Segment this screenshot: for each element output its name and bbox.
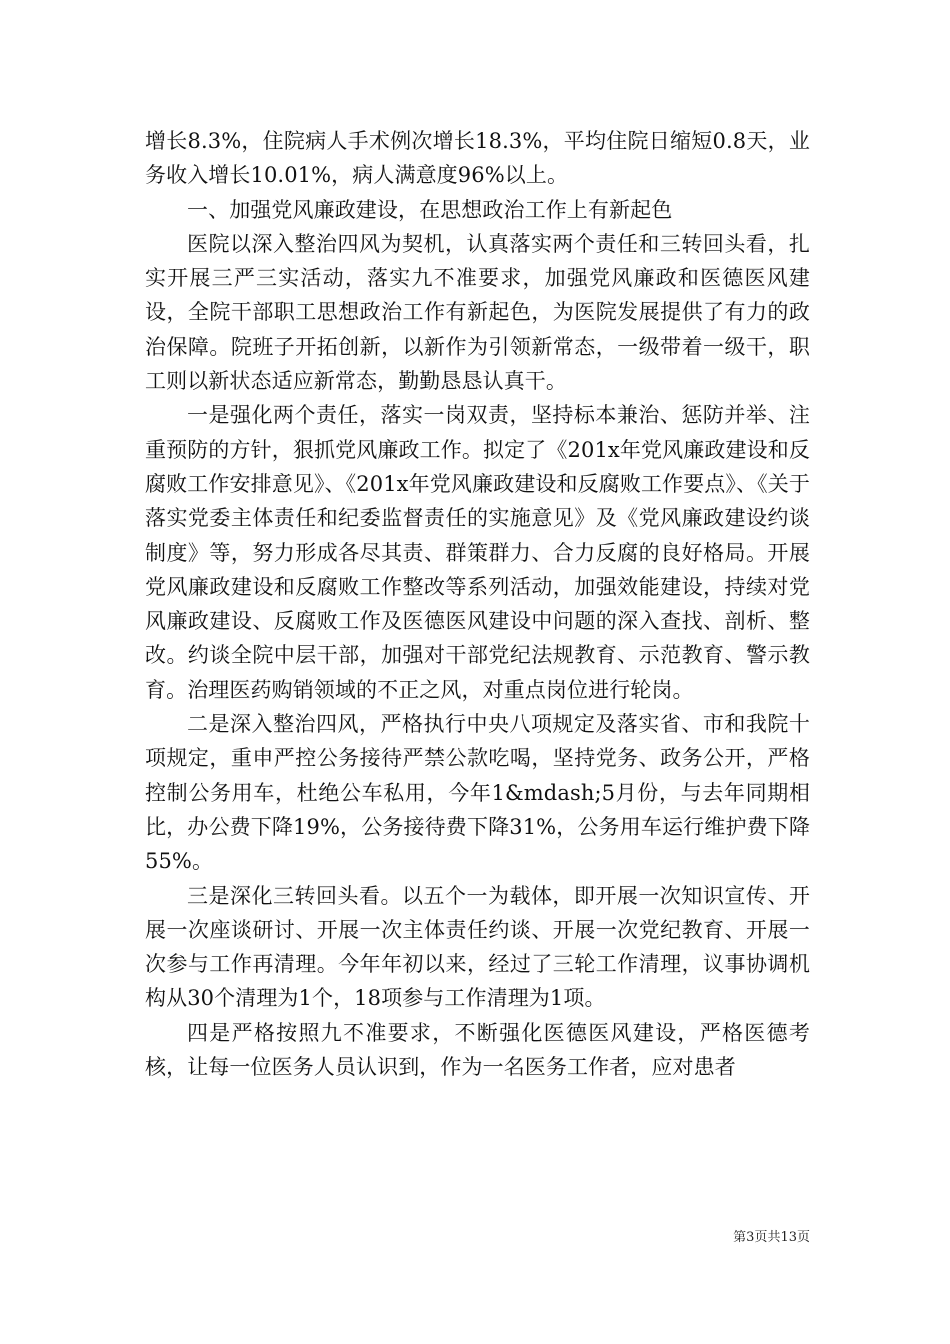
section-heading: 一、加强党风廉政建设，在思想政治工作上有新起色 — [187, 197, 673, 222]
paragraph-intro: 医院以深入整治四风为契机，认真落实两个责任和三转回头看，扎实开展三严三实活动，落实九不准要求，加强党风廉政和医德医风建设，全院干部职工思想政治工作有新起色，为医院发展提供了有力的政治保障。院班子开拓创新，以新作为引领新常态，一级带着一级干，职工则以新状态适应新常态，勤勤恳恳认真干。 — [145, 231, 810, 394]
paragraph-point-three: 三是深化三转回头看。以五个一为载体，即开展一次知识宣传、开展一次座谈研讨、开展一次主体责任约谈、开展一次党纪教育、开展一次参与工作再清理。今年年初以来，经过了三轮工作清理，议事协调机构从30个清理为1个，18项参与工作清理为1项。 — [145, 883, 810, 1011]
paragraph-point-two: 二是深入整治四风，严格执行中央八项规定及落实省、市和我院十项规定，重申严控公务接待严禁公款吃喝，坚持党务、政务公开，严格控制公务用车，杜绝公车私用，今年1&mdash;5月份，与去年同期相比，办公费下降19%，公务接待费下降31%，公务用车运行维护费下降55%。 — [145, 712, 810, 874]
page-number: 第3页共13页 — [733, 1230, 810, 1245]
paragraph-continuation: 增长8.3%，住院病人手术例次增长18.3%，平均住院日缩短0.8天，业务收入增长10.01%，病人满意度96%以上。 — [145, 129, 810, 188]
document-body — [145, 124, 810, 1084]
paragraph-point-four: 四是严格按照九不准要求，不断强化医德医风建设，严格医德考核，让每一位医务人员认识到，作为一名医务工作者，应对患者 — [145, 1020, 810, 1080]
paragraph-point-one: 一是强化两个责任，落实一岗双责，坚持标本兼治、惩防并举、注重预防的方针，狠抓党风廉政工作。拟定了《201x年党风廉政建设和反腐败工作安排意见》、《201x年党风廉政建设和反腐败工作要点》、《关于落实党委主体责任和纪委监督责任的实施意见》及《党风廉政建设约谈制度》等，努力形成各尽其责、群策群力、合力反腐的良好格局。开展党风廉政建设和反腐败工作整改等系列活动，加强效能建设，持续对党风廉政建设、反腐败工作及医德医风建设中问题的深入查找、剖析、整改。约谈全院中层干部，加强对干部党纪法规教育、示范教育、警示教育。治理医药购销领域的不正之风，对重点岗位进行轮岗。 — [145, 403, 810, 702]
